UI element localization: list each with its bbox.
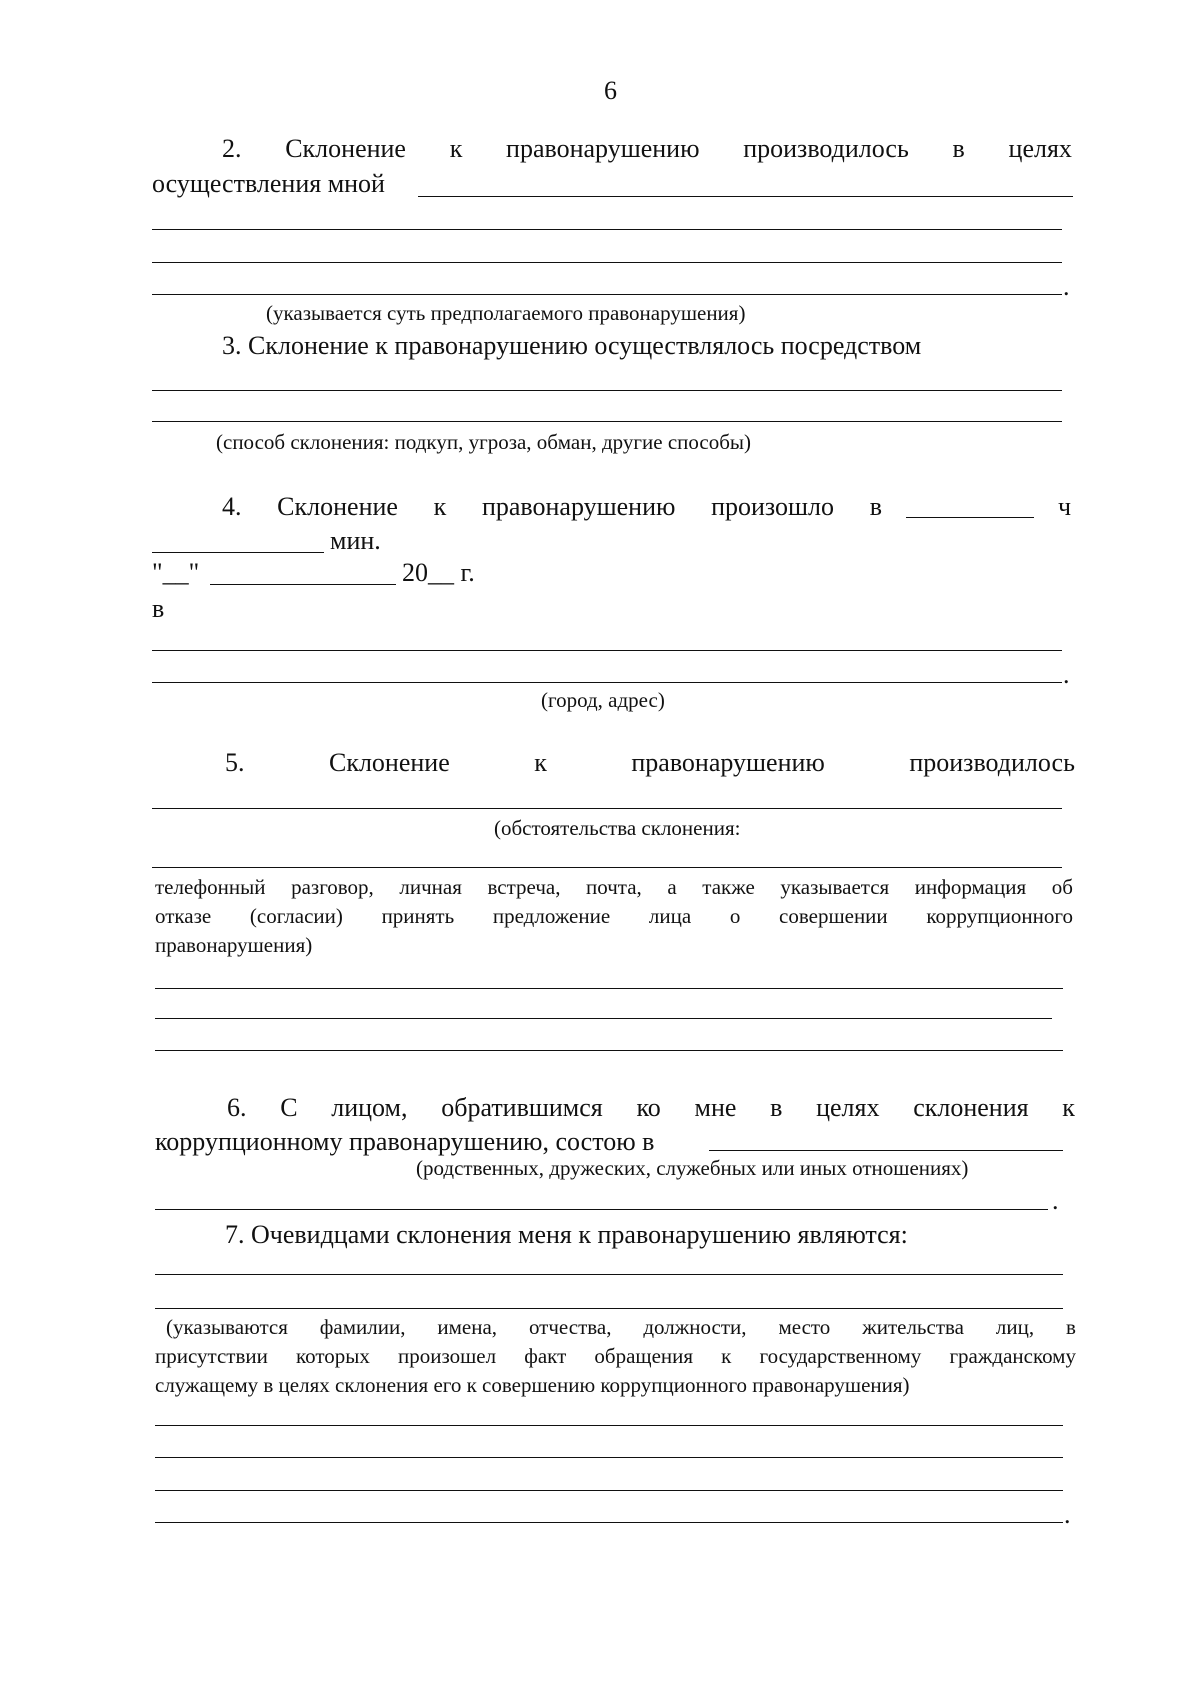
section-7-blank-3	[155, 1425, 1063, 1426]
word: совершении	[779, 904, 888, 928]
word: коррупционного	[926, 904, 1073, 928]
section-2-period: .	[1063, 272, 1070, 301]
word: 6.	[227, 1093, 247, 1122]
section-5-blank-1	[152, 808, 1062, 809]
word: встреча,	[487, 875, 561, 899]
word: лица	[648, 904, 692, 928]
word: телефонный	[155, 875, 266, 899]
word: Склонение	[328, 748, 450, 777]
word: правонарушению	[481, 492, 676, 521]
word: разговор,	[291, 875, 374, 899]
word: которых	[295, 1344, 370, 1368]
section-3-blank-1	[152, 390, 1062, 391]
section-2-line-1	[222, 136, 1072, 162]
section-5-caption-line-1	[155, 877, 1073, 898]
word: (указываются	[166, 1315, 288, 1339]
section-6-caption: (родственных, дружеских, служебных или иных отношениях)	[416, 1156, 969, 1180]
section-5-blank-3	[155, 988, 1063, 989]
section-2-blank-4	[152, 294, 1062, 295]
section-5-blank-4	[155, 1018, 1052, 1019]
section-5-caption-head: (обстоятельства склонения:	[494, 816, 741, 840]
word: 4.	[222, 492, 242, 521]
word: С	[280, 1093, 298, 1122]
word: также	[702, 875, 755, 899]
section-4-line-1	[222, 494, 882, 520]
section-6-relation-blank	[709, 1150, 1063, 1151]
section-2-blank-2	[152, 229, 1062, 230]
word: жительства	[862, 1315, 964, 1339]
word: в	[952, 134, 965, 163]
word: Склонение	[277, 492, 398, 521]
section-4-place-label: в	[152, 594, 165, 623]
section-3-title: 3. Склонение к правонарушению осуществлялось посредством	[222, 331, 922, 360]
word: правонарушению	[631, 748, 825, 777]
word: а	[667, 875, 677, 899]
section-2-caption: (указывается суть предполагаемого правонарушения)	[266, 301, 746, 325]
word: принять	[381, 904, 455, 928]
word: к	[1062, 1093, 1075, 1122]
word: имена,	[437, 1315, 498, 1339]
word: производилось	[743, 134, 909, 163]
section-6-period: .	[1052, 1186, 1059, 1215]
word: ко	[636, 1093, 661, 1122]
word: правонарушению	[506, 134, 700, 163]
section-4-place-blank-2	[152, 682, 1062, 683]
section-7-blank-2	[155, 1308, 1063, 1309]
section-4-year: 20__ г.	[402, 558, 475, 587]
section-7-blank-6	[155, 1522, 1063, 1523]
word: предложение	[492, 904, 611, 928]
word: почта,	[586, 875, 642, 899]
section-4-period: .	[1063, 660, 1070, 689]
word: обратившимся	[441, 1093, 603, 1122]
section-7-blank-5	[155, 1490, 1063, 1491]
word: гражданскому	[949, 1344, 1076, 1368]
section-6-line-1	[227, 1095, 1075, 1121]
section-7-caption-line-3: служащему в целях склонения его к совершению коррупционного правонарушения)	[155, 1373, 910, 1397]
word: личная	[399, 875, 462, 899]
section-2-blank-3	[152, 262, 1062, 263]
word: Склонение	[285, 134, 406, 163]
word: в	[1066, 1315, 1076, 1339]
section-4-minute-unit: мин.	[330, 526, 381, 555]
word: в	[770, 1093, 783, 1122]
word: государственному	[759, 1344, 922, 1368]
section-4-minute-blank	[152, 552, 324, 553]
section-3-caption: (способ склонения: подкуп, угроза, обман, другие способы)	[216, 430, 752, 454]
word: целях	[816, 1093, 880, 1122]
section-7-caption-line-2	[155, 1346, 1076, 1367]
section-4-caption: (город, адрес)	[541, 688, 665, 712]
word: в	[869, 492, 882, 521]
word: произошел	[397, 1344, 497, 1368]
word: указывается	[780, 875, 890, 899]
section-4-month-blank	[210, 584, 396, 585]
word: к	[449, 134, 463, 163]
word: факт	[524, 1344, 567, 1368]
section-7-caption-line-1	[166, 1317, 1076, 1338]
word: лицом,	[331, 1093, 408, 1122]
word: присутствии	[155, 1344, 268, 1368]
section-5-caption-line-2	[155, 906, 1073, 927]
word: целях	[1008, 134, 1072, 163]
word: (согласии)	[249, 904, 343, 928]
word: отказе	[155, 904, 212, 928]
section-3-blank-2	[152, 421, 1062, 422]
section-4-hour-unit: ч	[1058, 492, 1072, 521]
section-2-line-2: осуществления мной	[152, 169, 385, 198]
word: обращения	[594, 1344, 694, 1368]
word: производилось	[909, 748, 1075, 777]
section-4-day-blank: "__"	[152, 558, 200, 587]
page-number: 6	[604, 76, 617, 105]
section-5-blank-2	[152, 867, 1062, 868]
word: информация	[914, 875, 1027, 899]
section-5-blank-5	[155, 1050, 1063, 1051]
word: 5.	[225, 748, 245, 777]
section-4-place-blank-1	[152, 650, 1062, 651]
section-6-blank-2	[155, 1209, 1048, 1210]
word: к	[433, 492, 447, 521]
word: должности,	[643, 1315, 747, 1339]
section-7-blank-4	[155, 1457, 1063, 1458]
section-2-blank-1	[418, 196, 1073, 197]
word: фамилии,	[319, 1315, 406, 1339]
word: произошло	[711, 492, 835, 521]
section-4-hour-blank	[906, 517, 1034, 518]
word: об	[1051, 875, 1073, 899]
word: 2.	[222, 134, 242, 163]
word: склонения	[913, 1093, 1029, 1122]
section-7-title: 7. Очевидцами склонения меня к правонарушению являются:	[225, 1220, 908, 1249]
section-5-line-1	[225, 750, 1075, 776]
section-7-period: .	[1064, 1500, 1071, 1529]
word: о	[729, 904, 741, 928]
word: место	[778, 1315, 831, 1339]
section-6-line-2: коррупционному правонарушению, состою в	[155, 1127, 655, 1156]
word: отчества,	[528, 1315, 612, 1339]
section-5-caption-line-3: правонарушения)	[155, 933, 313, 957]
word: к	[534, 748, 547, 777]
section-7-blank-1	[155, 1274, 1063, 1275]
word: мне	[694, 1093, 737, 1122]
word: к	[721, 1344, 732, 1368]
word: лиц,	[995, 1315, 1035, 1339]
